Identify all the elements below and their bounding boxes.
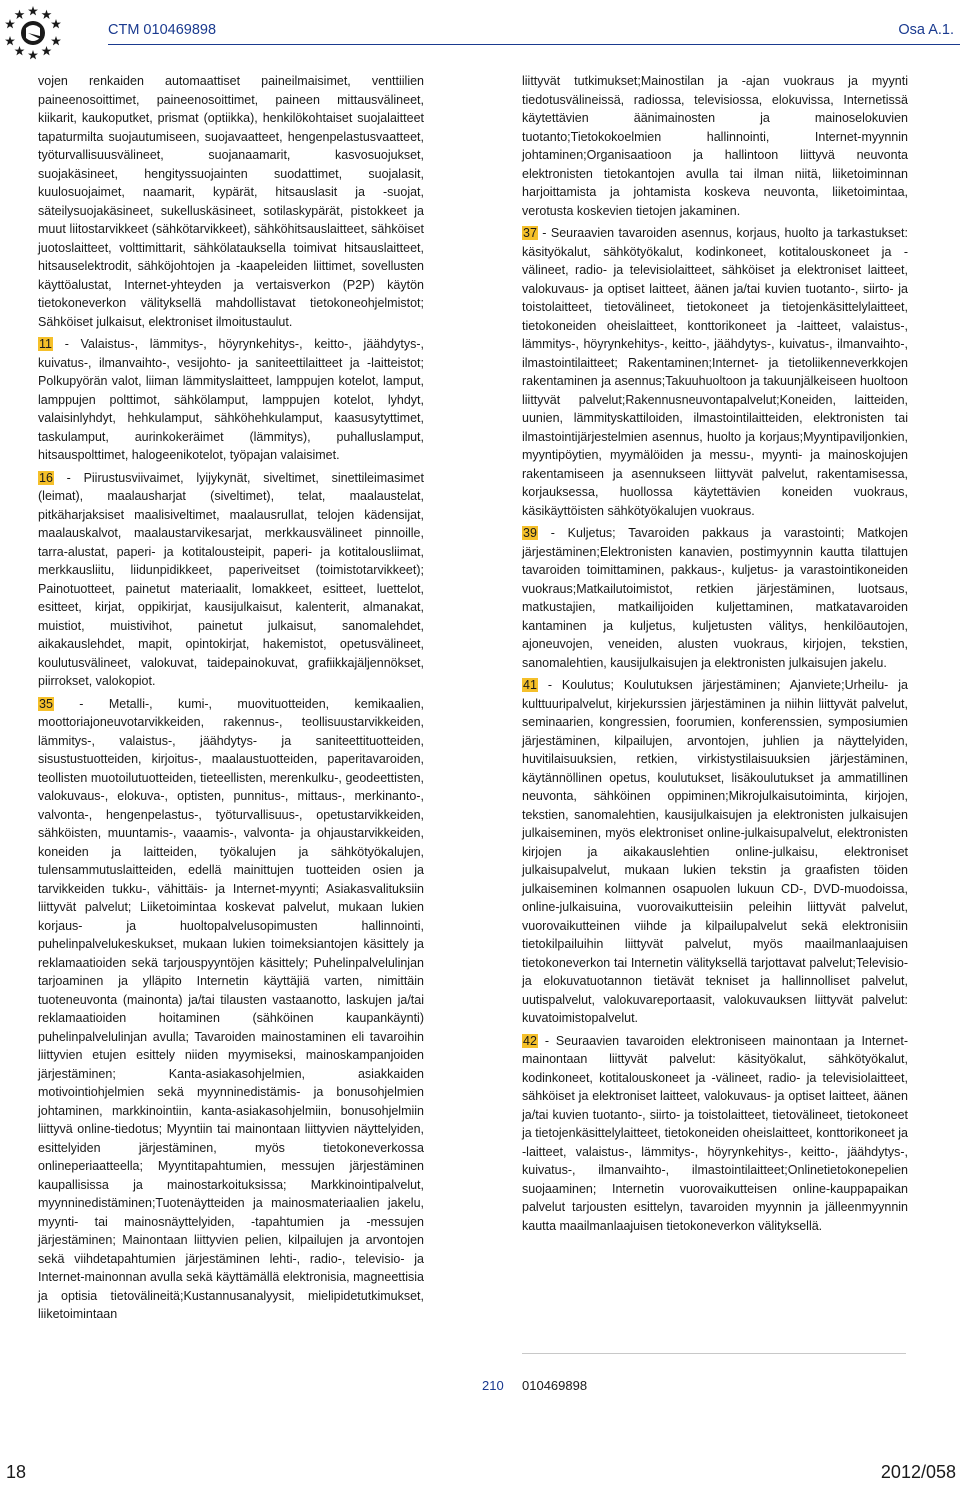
header-divider xyxy=(108,44,960,45)
class-number-badge: 41 xyxy=(523,678,537,692)
document-reference: CTM 010469898 xyxy=(108,22,217,38)
class-number-badge: 11 xyxy=(39,337,52,351)
continued-text: liittyvät tutkimukset;Mainostilan ja -ajan vuokraus ja myynti tiedotusvälineissä, radiossa, televisiossa, elokuvissa, Internetissä käytettävien äänimainosten ja mainoselokuvien tuotanto;Tietokokoelmien hallinnointi, Internet-myynnin johtaminen;Organisaatioon ja hallintoon liittyvä neuvonta elektronisten tietokantojen avulla tai ilman niitä, liiketoiminnan harjoittamista ja johtamista koskeva neuvonta, liiketoimintaa, verotusta koskevien tietojen jakaminen. xyxy=(522,74,908,218)
class-number-badge: 16 xyxy=(39,470,53,485)
class-entry xyxy=(38,695,424,1324)
class-entry-text: - Metalli-, kumi-, muovituotteiden, kemikaalien, moottoriajoneuvotarvikkeiden, rakennus-, teollisuustarvikkeiden, lämmitys-, valaistus-, jäähdytys- ja saniteettituotteiden, sisustustuotteiden, kirjoitus-, maalaustuotteiden, paperitavaroiden, teollisten muotoilutuotteiden, tieteellisten, merenkulku-, geodeettisten, valokuvaus-, elokuva-, optisten, punnitus-, mittaus-, merkinanto-, valvonta-, hengenpelastus-, työturvallisuus-, opetustarvikkeiden, sähköisten, muuntamis-, vaaamis-, valvonta- ja ohjaustarvikkeiden, koneiden ja laitteiden, työkalujen ja sähkötyökalujen, tulensammutuslaitteiden, edellä mainittujen tuotteiden osien ja tarvikkeiden tukku-, vähittäis- ja Internet-myynti; Asiakasvalituksiin liittyvät palvelut; Liiketoimintaa koskevat palvelut, mukaan lukien korjaus- ja huoltopalvelusopimusten hallinnointi, puhelinpalvelukeskukset, mukaan lukien toimeksiantojen käsittely ja reklamaatioiden sekä tarjouspyyntöjen käsittely; Puhelinpalvelulinjan tarjoaminen ja ylläpito Internetin käyttäjiä varten, nimittäin tuoteneuvonta (mainonta) ja/tai tilausten vastaanotto, laskujen ja/tai reklamaatioiden hoitaminen (sähköinen kaupankäynti) puhelinpalvelulinjan avulla; Tavaroiden mainostaminen eli tavaroihin liittyvien etujen esittely niiden myymiseksi, mainoskampanjoiden järjestäminen; Kanta-asiakasohjelmien, asiakkaiden motivointiohjelmien sekä myynninedistämis- ja bonusohjelmien johtaminen, markkinointiin, kanta-asiakasohjelmiin, bonusohjelmiin liittyvä online-tiedotus; Myyntiin tai mainontaan liittyvien näyttelyiden, esittelyiden järjestäminen, myös tietokoneverkossa onlineperiaatteella; Myyntitapahtumien, messujen järjestäminen kaupallisissa ja mainostarkoituksissa; Markkinointipalvelut, myynninedistäminen;Tuotenäytteiden ja mainosmateriaalien jakelu, myynti- tai mainosnäyttelyiden, -tapahtumien ja -messujen järjestäminen; Mainontaan liittyvien pelien, kilpailujen ja arvontojen sekä viihdetapahtumien järjestäminen lehti-, radio-, televisio- ja Internet-mainonnan avulla sekä käyttämällä elektronisia, magneettisia ja optisia tietovälineitä;Kustannusanalyysit, mielipidetutkimukset, liiketoimintaan xyxy=(38,696,424,1321)
class-entry xyxy=(522,1032,908,1236)
class-entry-text: - Kuljetus; Tavaroiden pakkaus ja varastointi; Matkojen järjestäminen;Elektronisten kanavien, postimyynnin kautta tilattujen tavaroiden toimittaminen, pakkaus-, kuljetus- ja varastointikoneiden vuokraus;Matkailutoimistot, retkien järjestäminen, luotsaus, matkustajien, matkailijoiden kuljettaminen, matkatavaroiden kantaminen ja kuljetus, kuljetusten välitys, henkilöautojen, ajoneuvojen, veneiden, alusten vuokraus, kirjojen, tekstien, sanomalehtien, kausijulkaisujen ja elektronisten julkaisujen jakelu. xyxy=(522,526,908,670)
bulletin-issue: 2012/058 xyxy=(880,1462,956,1482)
right-column xyxy=(522,72,908,1239)
page-number: 18 xyxy=(6,1462,27,1482)
class-number-badge: 37 xyxy=(523,226,537,240)
class-entry-text: - Piirustusviivaimet, lyijykynät, siveltimet, sinettileimasimet (leimat), maalausharjat (siveltimet), telat, maalaustelat, pitkäharjaksiset maalisiveltimet, maalausrullat, telojen kädensijat, maalauskalvot, maalaustarvikesarjat, merkkausvälineet pinnoille, tarra-alustat, paperi- ja kotitalousteipit, paperi- ja kotitalousliimat, merkkausliitu, liidunpidikkeet, paperiveitset (toimistotarvikkeet); Painotuotteet, painetut materiaalit, lomakkeet, esitteet, luettelot, esitteet, kirjat, oppikirjat, kausijulkaisut, kalenterit, almanakat, muistiot, muistivihot, painetut julkaisut, sanomalehdet, aikakauslehdet, mapit, opintokirjat, hakemistot, opetusvälineet, koulutusvälineet, valokuvat, taidepainokuvat, grafiikkajäljennökset, piirrokset, valokopiot. xyxy=(38,470,424,688)
class-number-badge: 39 xyxy=(523,526,537,540)
continued-text: vojen renkaiden automaattiset paineilmaisimet, venttiilien paineenosoittimet, paineenosoittimet, paineen mittausvälineet, kiikarit, kaukoputket, prismat (optiikka), henkilökohtaiset suojalaitteet tapaturmilta suojautumiseen, suojavaatteet, hengenpelastusvaatteet, työturvallisuusvälineet, suojanaamarit, kasvosuojukset, suojakäsineet, hengityssuojainten suodattimet, suojalasit, kuulosuojaimet, naamarit, kypärät, hitsauslasit ja -suojat, säteilysuojakäsineet, sukelluskäsineet, sotilaskypärät, pistokkeet ja muut liitostarvikkeet (sähkötarvikkeet), sähköhitsauslaitteet, sähköiset juotoslaitteet, volttimittarit, sähkölatauksella toimivat hitsauslaitteet, hitsauselektrodit, sähköjohtojen ja -kaapeleiden liittimet, sovellusten käyttöalustat, Internet-yhteyden ja vertaisverkon (P2P) käytön tietokoneverkon välityksellä mahdollistavat tietokoneohjelmistot; Sähköiset julkaisut, elektroniset ilmoitustaulut. xyxy=(38,74,424,329)
class-entry xyxy=(38,335,424,465)
class-number-badge: 42 xyxy=(523,1033,537,1048)
left-column xyxy=(38,72,424,1328)
next-mark-number: 010469898 xyxy=(522,1378,588,1393)
class-entry xyxy=(38,469,424,691)
class-number-badge: 35 xyxy=(39,696,53,711)
oami-logo-icon xyxy=(4,4,62,62)
class-entry xyxy=(522,676,908,1028)
class-entry-text: - Valaistus-, lämmitys-, höyrynkehitys-, keitto-, jäähdytys-, kuivatus-, ilmanvaihto-, vesijohto- ja saniteettilaitteet ja -laitteistot; Polkupyörän valot, liiman lämmityslaitteet, lamppujen kotelot, lamput, lamppujen polttimot, sähkölamput, lamppujen kotelot, lyhdyt, valaisinlyhdyt, hehkulamput, sähköhehkulamput, kaasusytyttimet, taskulamput, aurinkokeräimet (lämmitys), puhalluslamput, hitsauspolttimet, halogeenikotelot, työpajan valaisimet. xyxy=(38,337,424,462)
section-label: Osa A.1. xyxy=(898,22,954,38)
class-entry-text: - Seuraavien tavaroiden elektroniseen mainontaan ja Internet-mainontaan liittyvät palvelut: käsityökalut, sähkötyökalut, kodinkoneet, kotitalouskoneet ja -välineet, radio- ja televisiolaitteet, sähköiset ja elektroniset laitteet, valokuvaus- ja optiset laitteet, äänen ja/tai kuvien tuotanto-, siirto- ja toistolaitteet, tietovälineet, tietokoneet ja tietojenkäsittelylaitteet, tietokoneiden oheislaitteet, konttorikoneet ja -laitteet, valaistus-, lämmitys-, höyrynkehitys-, keitto-, jäähdytys-, kuivatus-, ilmanvaihto-, ilmastointilaitteet;Onlinetietokonepelien suojaaminen; Internetin vuorovaikutteisen online-kauppapaikan palvelut tarjousten esittelyn, tavaroiden myynnin ja jälleenmyynnin kautta maailmanlaajuisen tietokoneverkon välityksellä. xyxy=(522,1033,908,1233)
class-entry xyxy=(522,224,908,520)
class-entry-text: - Seuraavien tavaroiden asennus, korjaus, huolto ja tarkastukset: käsityökalut, sähkötyökalut, kodinkoneet, kotitalouskoneet ja -välineet, radio- ja televisiolaitteet, sähköiset ja elektroniset laitteet, valokuvaus- ja optiset laitteet, äänen ja/tai kuvien tuotanto-, siirto- ja toistolaitteet, tietovälineet, tietokoneet ja tietojenkäsittelylaitteet, tietokoneiden oheislaitteet, konttorikoneet ja -laitteet, valaistus-, lämmitys-, höyrynkehitys-, keitto-, jäähdytys-, kuivatus-, ilmanvaihto-, ilmastointilaitteet; Rakentaminen;Internet- ja tietoliikenneverkkojen rakentaminen ja asennus;Takuuhuoltoon ja takuunjälkeiseen huoltoon liittyvät palvelut;Rakennusneuvontapalvelut;Koneiden, laitteiden, uunien, lämmityskattiloiden, ilmastointilaitteiden, elektronisten tai ilmastointijärjestelmien asennus, huolto ja korjaus;Myyntipaviljonkien, myyntipöytien, myymälöiden ja messu-, myynti- ja mainoskojujen rakentamiseen ja asennukseen liittyvät palvelut, rakentamisessa, korjauksessa, huollossa käytettävien koneiden vuokraus, käsikäyttöisten sähkötyökalujen vuokraus. xyxy=(522,226,908,518)
field-code-210: 210 xyxy=(482,1378,504,1393)
class-entry xyxy=(522,524,908,672)
class-entry-text: - Koulutus; Koulutuksen järjestäminen; Ajanviete;Urheilu- ja kulttuuripalvelut, kirjekurssien järjestäminen ja niihin liittyvät palvelut, seminaarien, kongressien, foorumien, konferenssien, symposiumien järjestäminen, kilpailujen, arvontojen, juhlien ja näyttelyiden, huvitilaisuuksien, retkien, virkistystilaisuuksien järjestäminen, käytännöllinen opetus, koulutukset, lisäkoulutukset ja ammatillinen neuvonta, sähköinen oppiminen;Mikrojulkaisutoiminta, kirjojen, tekstien, sanomalehtien, kausijulkaisujen ja elektronisten julkaisujen julkaiseminen, myös elektroniset online-julkaisupalvelut, elektronisten kirjojen ja aikakauslehtien online-julkaisu, elektroniset julkaisupalvelut, mukaan lukien tekstin ja graafisten töiden julkaiseminen kolmannen osapuolen lukuun CD-, DVD-muodoissa, online-julkaisuina, vuorovaikutteisiin peleihin liittyvät palvelut, vuorovaikutteinen viihde ja kilpailupalvelut sekä elektronisiin tietokilpailuihin liittyvät palvelut, myös maailmanlaajuisen tietokoneverkon tai Internetin välityksellä tarjottavat palvelut;Televisio- ja elokuvatuotannon tietävät tekniset ja hallinnolliset palvelut, uutispalvelut, valokuvareportaasit, valokuvauksen liittyvät palvelut: kuvatoimistopalvelut. xyxy=(522,678,908,1025)
entry-divider xyxy=(522,1353,906,1354)
